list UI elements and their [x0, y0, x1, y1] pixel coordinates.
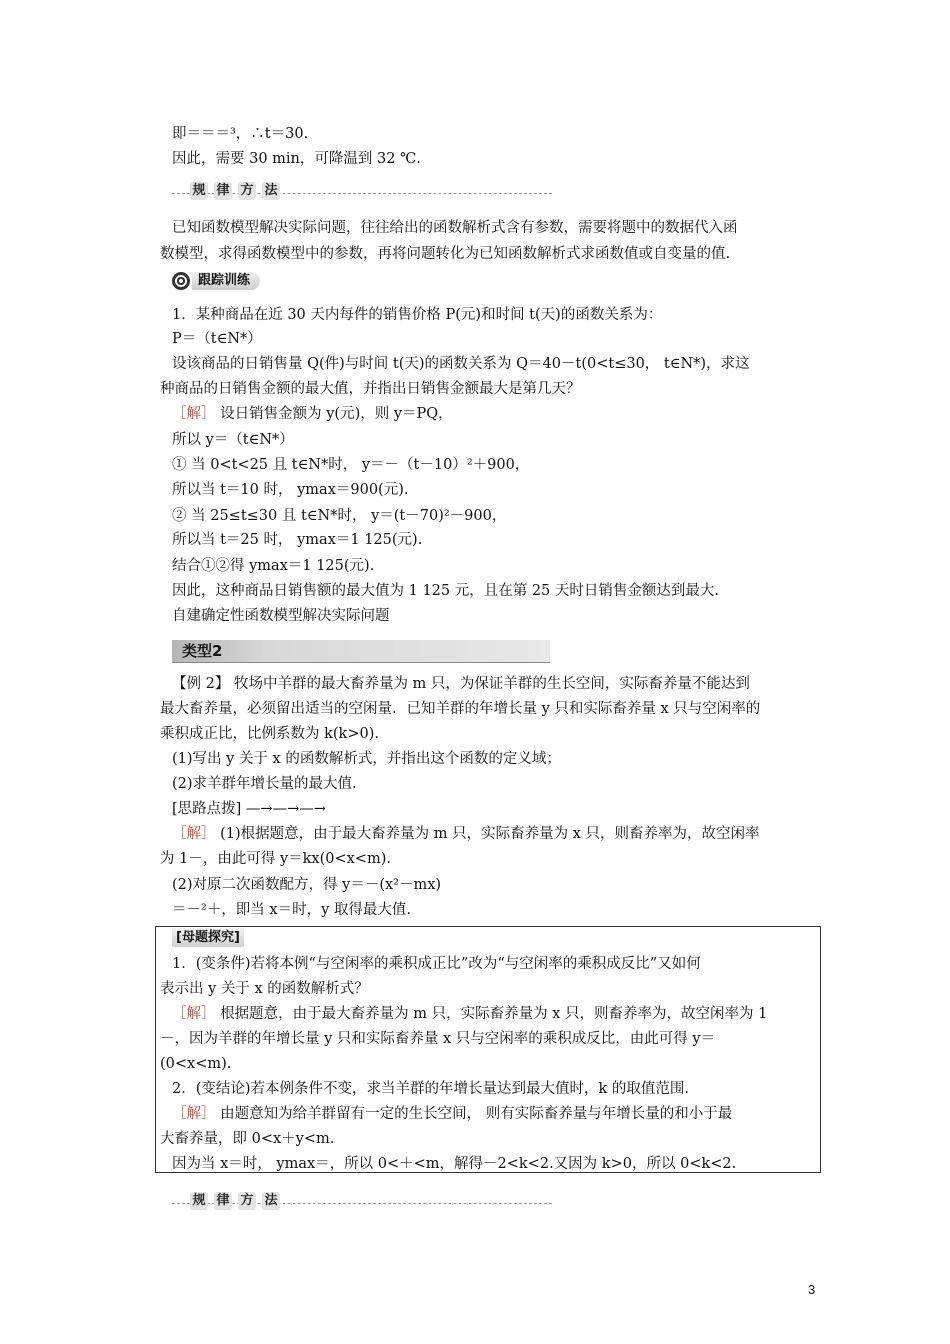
text-line: ＝－²＋，即当 x＝时，y 取得最大值.: [172, 902, 412, 918]
text-line: (2)对原二次函数配方，得 y＝－(x²－mx): [172, 877, 442, 893]
text-line: [172, 824, 760, 844]
text-line: [172, 404, 453, 424]
banner-char: 律: [214, 182, 232, 200]
text-line: P＝（t∈N*）: [172, 331, 262, 347]
text-line: 所以当 t＝10 时， ymax＝900(元).: [172, 482, 409, 498]
solution-tag: ［解］: [172, 406, 216, 422]
text-span: 根据题意，由于最大畜养量为 m 只，实际畜养量为 x 只，则畜养率为，故空闲率为 1: [215, 1006, 768, 1022]
text-line: (0<x<m).: [160, 1056, 232, 1072]
text-line: [思路点拨] —→—→—→: [172, 801, 326, 817]
text-line: 因为当 x＝时， ymax＝，所以 0<＋<m，解得－2<k<2.又因为 k>0，所以 0<k<2.: [172, 1156, 737, 1172]
text-line: 数模型，求得函数模型中的参数，再将问题转化为已知函数解析式求函数值或自变量的值.: [160, 246, 731, 262]
practice-banner: [172, 270, 260, 292]
text-line: 因此，需要 30 min，可降温到 32 ℃.: [172, 151, 421, 167]
page-number: 3: [808, 1282, 816, 1297]
method-banner: [172, 1192, 552, 1214]
text-line: (2)求羊群年增长量的最大值.: [172, 776, 357, 792]
text-span: (1)根据题意，由于最大畜养量为 m 只，实际畜养量为 x 只，则畜养率为，故空闲率: [215, 826, 760, 842]
text-line: 所以 y＝（t∈N*）: [172, 432, 294, 448]
text-span: 由题意知为给羊群留有一定的生长空间， 则有实际畜养量与年增长量的和小于最: [215, 1106, 733, 1122]
banner-char: 规: [190, 182, 208, 200]
text-line: 1．(变条件)若将本例“与空闲率的乘积成正比”改为“与空闲率的乘积成反比”又如何: [172, 956, 701, 972]
text-line: 【例 2】 牧场中羊群的最大畜养量为 m 只，为保证羊群的生长空间，实际畜养量不能达到: [172, 676, 750, 692]
solution-tag: ［解］: [172, 1106, 216, 1122]
banner-char: 律: [214, 1192, 232, 1210]
banner-char: 法: [262, 1192, 280, 1210]
text-span: 设日销售金额为 y(元)，则 y＝PQ，: [215, 406, 453, 422]
text-line: 结合①②得 ymax＝1 125(元).: [172, 558, 375, 574]
text-line: ① 当 0<t<25 且 t∈N*时， y＝－（t－10）²＋900，: [172, 457, 530, 473]
text-line: 设该商品的日销售量 Q(件)与时间 t(天)的函数关系为 Q＝40－t(0<t≤30， t∈N*)，求这: [172, 356, 750, 372]
text-line: 2．(变结论)若本例条件不变，求当羊群的年增长量达到最大值时，k 的取值范围.: [172, 1081, 690, 1097]
text-line: 种商品的日销售金额的最大值，并指出日销售金额最大是第几天？: [160, 381, 581, 397]
banner-char: 方: [238, 1192, 256, 1210]
solution-tag: ［解］: [172, 1006, 216, 1022]
explore-tag: [母题探究]: [172, 928, 244, 947]
text-line: 为 1－，由此可得 y＝kx(0<x<m).: [160, 851, 391, 867]
target-icon: [172, 272, 190, 290]
text-line: 因此，这种商品日销售额的最大值为 1 125 元，且在第 25 天时日销售金额达到最大.: [172, 583, 720, 599]
practice-label: 跟踪训练: [192, 272, 260, 290]
banner-char: 方: [238, 182, 256, 200]
text-line: [172, 1004, 767, 1024]
text-line: 乘积成正比，比例系数为 k(k>0).: [160, 726, 379, 742]
banner-char: 规: [190, 1192, 208, 1210]
text-line: 1．某种商品在近 30 天内每件的销售价格 P(元)和时间 t(天)的函数关系为：: [172, 307, 663, 323]
text-line: 已知函数模型解决实际问题，往往给出的函数解析式含有参数，需要将题中的数据代入函: [172, 220, 738, 236]
text-line: 即＝＝＝³，∴t＝30.: [172, 126, 309, 142]
type-banner: [172, 640, 550, 663]
text-line: 所以当 t＝25 时， ymax＝1 125(元).: [172, 532, 423, 548]
text-line: －，因为羊群的年增长量 y 只和实际畜养量 x 只与空闲率的乘积成反比，由此可得 y＝: [160, 1031, 716, 1047]
text-line: 大畜养量，即 0<x＋y<m.: [160, 1131, 335, 1147]
type-label: 类型2: [182, 642, 223, 660]
text-line: 表示出 y 关于 x 的函数解析式？: [160, 981, 369, 997]
text-line: [172, 1104, 732, 1124]
text-line: 自建确定性函数模型解决实际问题: [172, 608, 390, 624]
text-line: ② 当 25≤t≤30 且 t∈N*时， y＝(t－70)²－900，: [172, 508, 507, 524]
text-line: 最大畜养量，必须留出适当的空闲量．已知羊群的年增长量 y 只和实际畜养量 x 只与空闲率的: [160, 701, 761, 717]
banner-char: 法: [262, 182, 280, 200]
solution-tag: ［解］: [172, 826, 216, 842]
text-line: (1)写出 y 关于 x 的函数解析式，并指出这个函数的定义域；: [172, 751, 561, 767]
method-banner: [172, 182, 552, 204]
